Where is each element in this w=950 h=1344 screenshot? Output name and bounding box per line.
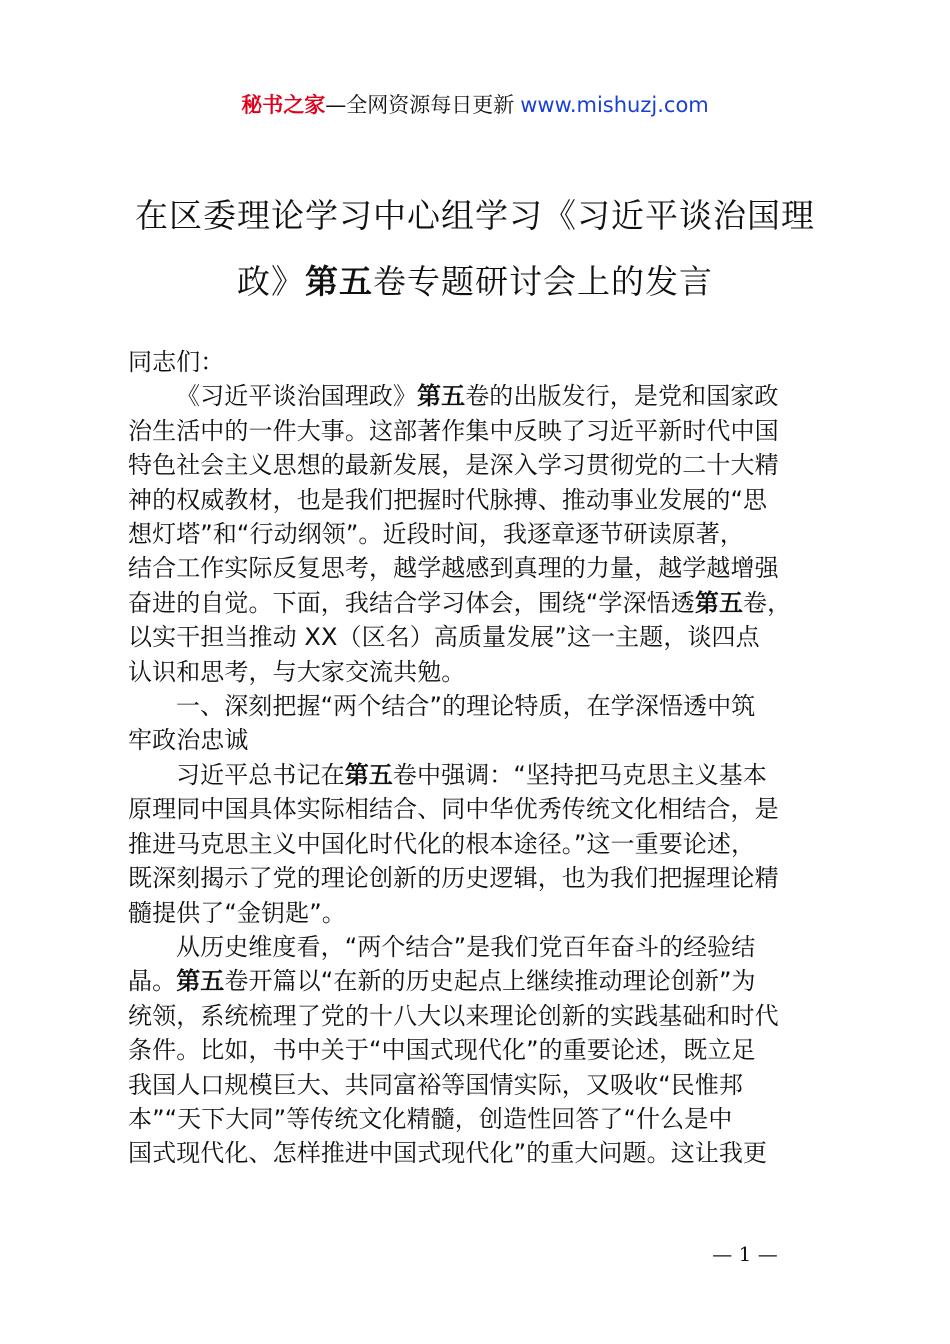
paragraph-line: 我国人口规模巨大、共同富裕等国情实际，又吸收“民惟邦: [128, 1070, 744, 1099]
paragraph-line: 本”“天下大同”等传统文化精髓，创造性回答了“什么是中: [128, 1104, 733, 1133]
emphasis-text: 第五: [344, 760, 393, 789]
paragraph-line: 推进马克思主义中国化时代化的根本途径。”这一重要论述，: [128, 829, 756, 858]
paragraph-line: 治生活中的一件大事。这部著作集中反映了习近平新时代中国: [128, 416, 779, 445]
paragraph-line: 髓提供了“金钥匙”。: [128, 898, 346, 927]
text-run: 习近平总书记在: [176, 760, 345, 789]
paragraph-line: 结合工作实际反复思考，越学越感到真理的力量，越学越增强: [128, 554, 779, 583]
text-run: 晶。: [128, 967, 177, 996]
text-run: 卷开篇以“在新的历史起点上继续推动理论创新”为: [224, 967, 756, 996]
paragraph-line: 原理同中国具体实际相结合、同中华优秀传统文化相结合，是: [128, 795, 779, 824]
paragraph-line: 神的权威教材，也是我们把握时代脉搏、推动事业发展的“思: [128, 485, 768, 514]
text-run: 卷的出版发行，是党和国家政: [465, 382, 779, 411]
text-run: 卷，: [743, 588, 792, 617]
paragraph-line: [128, 379, 838, 413]
section-heading-line: 牢政治忠诚: [128, 726, 249, 755]
page-number: — 1 —: [712, 1242, 778, 1266]
paragraph-line: 条件。比如，书中关于“中国式现代化”的重要论述，既立足: [128, 1036, 756, 1065]
greeting: 同志们：: [128, 348, 225, 376]
paragraph-3: [128, 930, 838, 1171]
title-line-2-post: 卷专题研讨会上的发言: [373, 262, 713, 301]
emphasis-text: 第五: [417, 382, 466, 411]
paragraph-2: [128, 758, 838, 930]
document-body: [128, 345, 838, 1171]
text-run: 卷中强调：“坚持把马克思主义基本: [392, 760, 767, 789]
section-heading-1: [128, 689, 838, 758]
paragraph-line: 统领，系统梳理了党的十八大以来理论创新的实践基础和时代: [128, 1001, 779, 1030]
title-line-2-pre: 政》: [237, 262, 305, 301]
paragraph-line: 认识和思考，与大家交流共勉。: [128, 657, 466, 686]
header-banner: [0, 90, 950, 120]
header-tagline: —全网资源每日更新: [325, 93, 515, 117]
paragraph-line: 国式现代化、怎样推进中国式现代化”的重大问题。这让我更: [128, 1139, 768, 1168]
title-emphasis: 第五: [305, 262, 373, 301]
paragraph-line: [128, 586, 838, 620]
text-run: 奋进的自觉。下面，我结合学习体会，围绕“学深悟透: [128, 588, 695, 617]
site-link[interactable]: www.mishuzj.com: [520, 93, 709, 117]
brand-name: 秘书之家: [241, 93, 326, 117]
title-line-1: 在区委理论学习中心组学习《习近平谈治国理: [135, 196, 815, 235]
emphasis-text: 第五: [176, 967, 225, 996]
emphasis-text: 第五: [694, 588, 744, 617]
section-heading-line: 一、深刻把握“两个结合”的理论特质，在学深悟透中筑: [176, 692, 756, 721]
title-line-2: [100, 249, 850, 315]
paragraph-line: 特色社会主义思想的最新发展，是深入学习贯彻党的二十大精: [128, 451, 779, 480]
paragraph-line: 想灯塔”和“行动纲领”。近段时间，我逐章逐节研读原著，: [128, 520, 744, 549]
paragraph-line: [128, 964, 838, 998]
document-title: [100, 183, 850, 315]
text-run: 《习近平谈治国理政》: [176, 382, 417, 411]
paragraph-1: [128, 379, 838, 689]
paragraph-line: 以实干担当推动 XX（区名）高质量发展”这一主题，谈四点: [128, 623, 760, 652]
paragraph-line: 从历史维度看，“两个结合”是我们党百年奋斗的经验结: [176, 932, 756, 961]
paragraph-line: [128, 758, 838, 792]
paragraph-line: 既深刻揭示了党的理论创新的历史逻辑，也为我们把握理论精: [128, 864, 779, 893]
